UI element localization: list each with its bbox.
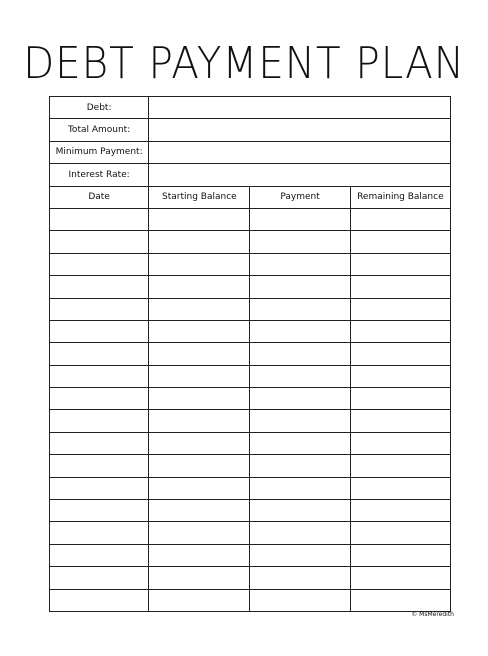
starting-balance-cell[interactable] [149, 432, 250, 454]
column-header-starting-balance: Starting Balance [149, 186, 250, 208]
info-row-minimum-payment [50, 141, 451, 163]
remaining-balance-cell[interactable] [350, 343, 450, 365]
copyright-credit: © MsMeredith [411, 611, 454, 618]
payment-cell[interactable] [250, 432, 350, 454]
table-row [50, 544, 451, 566]
info-value-field[interactable] [149, 141, 451, 163]
table-row [50, 365, 451, 387]
starting-balance-cell[interactable] [149, 388, 250, 410]
date-cell[interactable] [50, 500, 149, 522]
column-header-payment: Payment [250, 186, 350, 208]
table-row [50, 388, 451, 410]
remaining-balance-cell[interactable] [350, 567, 450, 589]
remaining-balance-cell[interactable] [350, 522, 450, 544]
remaining-balance-cell[interactable] [350, 276, 450, 298]
table-row [50, 298, 451, 320]
remaining-balance-cell[interactable] [350, 388, 450, 410]
remaining-balance-cell[interactable] [350, 410, 450, 432]
info-label: Debt: [50, 97, 149, 119]
date-cell[interactable] [50, 410, 149, 432]
date-cell[interactable] [50, 343, 149, 365]
starting-balance-cell[interactable] [149, 567, 250, 589]
payment-cell[interactable] [250, 388, 350, 410]
starting-balance-cell[interactable] [149, 320, 250, 342]
payment-cell[interactable] [250, 343, 350, 365]
info-row-interest-rate [50, 164, 451, 186]
remaining-balance-cell[interactable] [350, 500, 450, 522]
date-cell[interactable] [50, 276, 149, 298]
column-header-date: Date [50, 186, 149, 208]
remaining-balance-cell[interactable] [350, 320, 450, 342]
date-cell[interactable] [50, 231, 149, 253]
payment-cell[interactable] [250, 544, 350, 566]
payment-cell[interactable] [250, 231, 350, 253]
date-cell[interactable] [50, 477, 149, 499]
info-row-total-amount [50, 119, 451, 141]
date-cell[interactable] [50, 365, 149, 387]
table-row [50, 432, 451, 454]
starting-balance-cell[interactable] [149, 276, 250, 298]
payment-cell[interactable] [250, 276, 350, 298]
date-cell[interactable] [50, 432, 149, 454]
debt-payment-table [49, 96, 451, 612]
date-cell[interactable] [50, 298, 149, 320]
starting-balance-cell[interactable] [149, 455, 250, 477]
starting-balance-cell[interactable] [149, 410, 250, 432]
table-row [50, 276, 451, 298]
column-header-row [50, 186, 451, 208]
info-label: Minimum Payment: [50, 141, 149, 163]
table-row [50, 500, 451, 522]
payment-cell[interactable] [250, 589, 350, 611]
starting-balance-cell[interactable] [149, 544, 250, 566]
remaining-balance-cell[interactable] [350, 477, 450, 499]
starting-balance-cell[interactable] [149, 477, 250, 499]
date-cell[interactable] [50, 253, 149, 275]
starting-balance-cell[interactable] [149, 298, 250, 320]
starting-balance-cell[interactable] [149, 343, 250, 365]
date-cell[interactable] [50, 320, 149, 342]
payment-cell[interactable] [250, 477, 350, 499]
table-row [50, 231, 451, 253]
remaining-balance-cell[interactable] [350, 365, 450, 387]
payment-cell[interactable] [250, 208, 350, 230]
payment-cell[interactable] [250, 567, 350, 589]
info-value-field[interactable] [149, 97, 451, 119]
remaining-balance-cell[interactable] [350, 253, 450, 275]
date-cell[interactable] [50, 388, 149, 410]
table-row [50, 343, 451, 365]
payment-cell[interactable] [250, 455, 350, 477]
table-row [50, 320, 451, 342]
table-row [50, 589, 451, 611]
date-cell[interactable] [50, 589, 149, 611]
payment-cell[interactable] [250, 298, 350, 320]
starting-balance-cell[interactable] [149, 522, 250, 544]
info-row-debt [50, 97, 451, 119]
date-cell[interactable] [50, 522, 149, 544]
remaining-balance-cell[interactable] [350, 231, 450, 253]
table-row [50, 567, 451, 589]
remaining-balance-cell[interactable] [350, 455, 450, 477]
info-label: Total Amount: [50, 119, 149, 141]
page-title: DEBT PAYMENT PLAN [23, 38, 465, 89]
remaining-balance-cell[interactable] [350, 432, 450, 454]
table-row [50, 253, 451, 275]
date-cell[interactable] [50, 544, 149, 566]
table-row [50, 477, 451, 499]
remaining-balance-cell[interactable] [350, 208, 450, 230]
info-value-field[interactable] [149, 119, 451, 141]
table-row [50, 455, 451, 477]
column-header-remaining-balance: Remaining Balance [350, 186, 450, 208]
remaining-balance-cell[interactable] [350, 589, 450, 611]
starting-balance-cell[interactable] [149, 589, 250, 611]
remaining-balance-cell[interactable] [350, 544, 450, 566]
payment-cell[interactable] [250, 253, 350, 275]
table-row [50, 208, 451, 230]
payment-cell[interactable] [250, 410, 350, 432]
date-cell[interactable] [50, 208, 149, 230]
starting-balance-cell[interactable] [149, 231, 250, 253]
info-value-field[interactable] [149, 164, 451, 186]
starting-balance-cell[interactable] [149, 253, 250, 275]
table-row [50, 410, 451, 432]
table-row [50, 522, 451, 544]
starting-balance-cell[interactable] [149, 500, 250, 522]
date-cell[interactable] [50, 567, 149, 589]
info-label: Interest Rate: [50, 164, 149, 186]
payment-cell[interactable] [250, 365, 350, 387]
payment-cell[interactable] [250, 500, 350, 522]
starting-balance-cell[interactable] [149, 208, 250, 230]
remaining-balance-cell[interactable] [350, 298, 450, 320]
payment-cell[interactable] [250, 522, 350, 544]
payment-cell[interactable] [250, 320, 350, 342]
date-cell[interactable] [50, 455, 149, 477]
starting-balance-cell[interactable] [149, 365, 250, 387]
